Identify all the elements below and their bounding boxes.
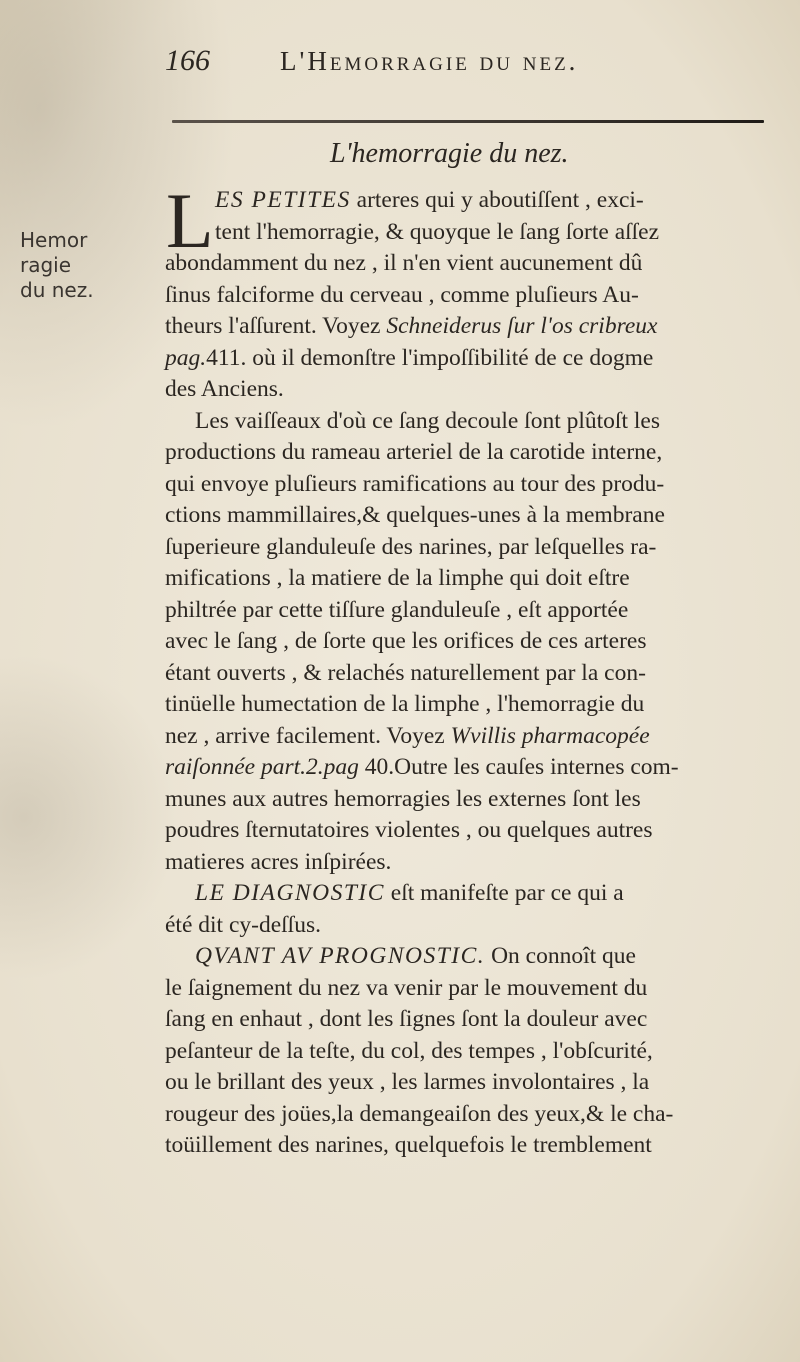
text-line — [165, 878, 770, 910]
header-rule — [172, 120, 764, 123]
margin-note-line: Hemor — [20, 228, 88, 252]
text-line: ctions mammillaires,& quelques-unes à la membrane — [165, 502, 665, 528]
paragraph-4 — [165, 941, 770, 1162]
text-line: ſuperieure glanduleuſe des narines, par leſquelles ra- — [165, 533, 657, 560]
text-line: été dit cy-deſſus. — [165, 911, 321, 938]
text-line: rougeur des joües,la demangeaiſon des yeux,& le cha- — [165, 1100, 674, 1127]
citation: raiſonnée part.2.pag — [165, 754, 359, 780]
text-line: ſinus falciforme du cerveau , comme pluſieurs Au- — [165, 281, 639, 308]
text-run: eſt manifeſte par ce qui a — [384, 880, 624, 906]
text-line: toüillement des narines, quelquefois le tremblement — [165, 1132, 652, 1158]
citation: Wvillis pharmacopée — [450, 722, 650, 749]
drop-cap: L — [166, 177, 214, 264]
paragraph-2 — [165, 406, 770, 879]
text-line: le ſaignement du nez va venir par le mouvement du — [165, 974, 648, 1001]
text-line: matieres acres inſpirées. — [165, 848, 392, 875]
text-run: nez , arrive facilement. Voyez — [165, 722, 451, 749]
running-head: L'Hemorragie du nez. — [280, 46, 579, 76]
paragraph-1 — [165, 185, 770, 406]
text-run: 40.Outre les cauſes internes com- — [358, 754, 679, 780]
text-line: ſang en enhaut , dont les ſignes ſont la douleur avec — [165, 1006, 648, 1032]
text-line: tinüelle humectation de la limphe , l'hemorragie du — [165, 691, 645, 717]
text-line: mifications , la matiere de la limphe qui doit eſtre — [165, 565, 630, 591]
text-line: productions du rameau arteriel de la carotide interne, — [165, 439, 663, 465]
text-line: abondamment du nez , il n'en vient aucunement dû — [165, 250, 643, 276]
small-caps-phrase: ES PETITES — [215, 187, 351, 213]
text-line: avec le ſang , de ſorte que les orifices de ces arteres — [165, 628, 647, 654]
text-run: arteres qui y aboutiſſent , exci- — [350, 187, 644, 213]
text-line: ou le brillant des yeux , les larmes involontaires , la — [165, 1069, 650, 1095]
text-line: poudres ſternutatoires violentes , ou quelques autres — [165, 817, 653, 843]
text-run: On connoît que — [485, 943, 636, 969]
text-line: qui envoye pluſieurs ramifications au tour des produ- — [165, 470, 665, 497]
text-line — [165, 752, 770, 784]
text-line — [165, 185, 770, 217]
margin-note-line: ragie — [20, 253, 72, 277]
text-line — [165, 311, 770, 343]
text-line: étant ouverts , & relachés naturellement par la con- — [165, 659, 646, 686]
small-caps-phrase: QVANT AV PROGNOSTIC. — [195, 943, 486, 969]
page-header — [165, 44, 765, 84]
small-caps-phrase: LE DIAGNOSTIC — [195, 880, 385, 906]
page-number: 166 — [165, 44, 210, 77]
margin-note-line: du nez. — [20, 278, 94, 302]
text-run: 411. où il demonſtre l'impoſſibilité de ce dogme — [206, 344, 654, 371]
margin-note — [20, 228, 160, 303]
text-line: peſanteur de la teſte, du col, des tempes , l'obſcurité, — [165, 1037, 653, 1064]
text-line — [165, 941, 770, 973]
text-line — [165, 343, 770, 375]
text-line: philtrée par cette tiſſure glanduleuſe , eſt apportée — [165, 596, 629, 623]
text-run: theurs l'aſſurent. Voyez — [165, 313, 387, 339]
text-line — [165, 721, 770, 753]
text-line: des Anciens. — [165, 376, 284, 402]
body-text — [165, 185, 770, 1162]
citation: Schneiderus ſur l'os cribreux — [386, 313, 658, 339]
text-line: tent l'hemorragie, & quoyque le ſang ſorte aſſez — [215, 218, 660, 245]
text-line: munes aux autres hemorragies les externes ſont les — [165, 785, 641, 812]
citation: pag. — [165, 344, 207, 371]
section-title: L'hemorragie du nez. — [330, 138, 569, 169]
paragraph-3 — [165, 878, 770, 941]
text-line: Les vaiſſeaux d'où ce ſang decoule ſont plûtoſt les — [195, 407, 660, 434]
